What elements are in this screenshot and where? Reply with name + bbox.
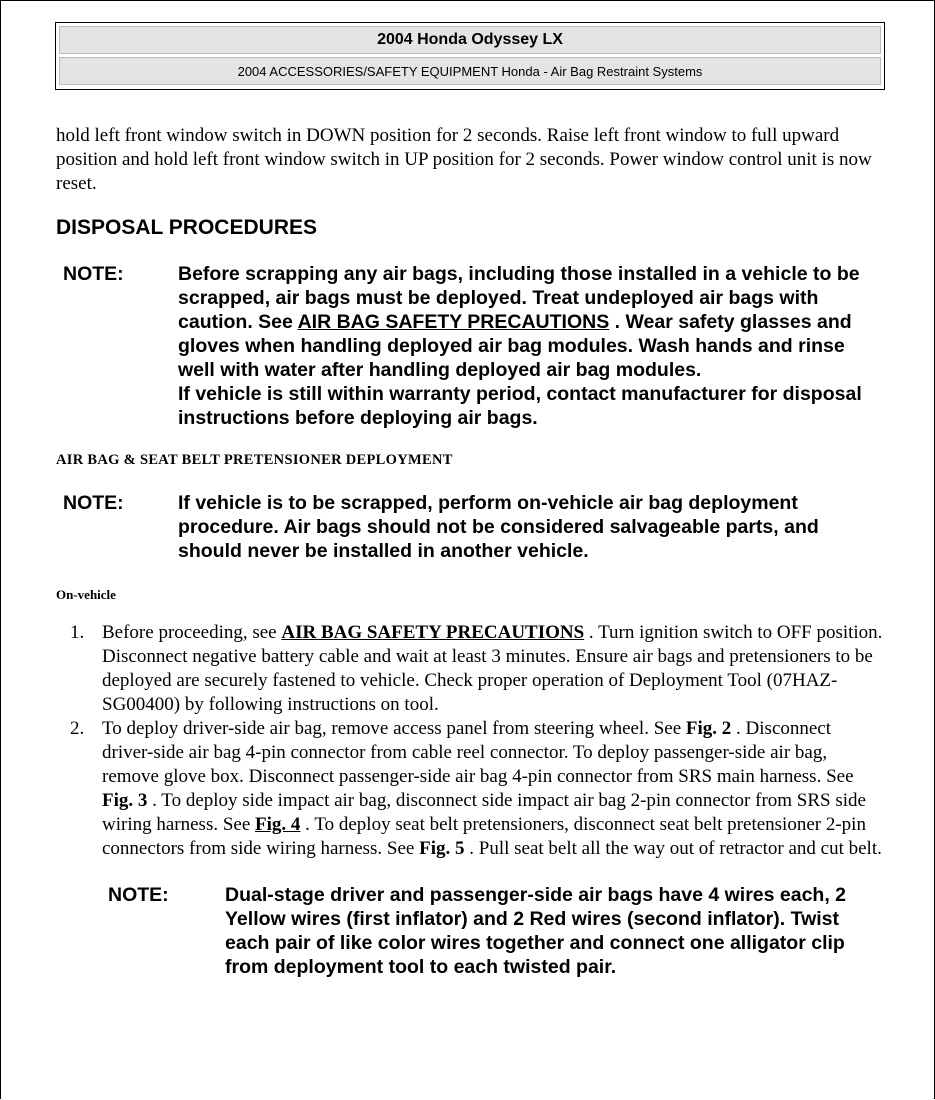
document-header bbox=[55, 22, 885, 90]
steps-list bbox=[56, 621, 886, 861]
fig-5-reference[interactable]: Fig. 5 bbox=[419, 838, 465, 859]
step-number: 1. bbox=[70, 622, 85, 643]
fig-4-link[interactable]: Fig. 4 bbox=[255, 814, 301, 835]
step-text-part: . To deploy side impact air bag, disconnect side impact air bag 2-pin connector from SRS side wiring harness. See bbox=[102, 790, 866, 835]
note-text: . Wear safety glasses and gloves when handling deployed air bag modules. Wash hands and rinse well with water after handling deployed air bag modules. bbox=[178, 311, 852, 381]
note-paragraph: If vehicle is still within warranty period, contact manufacturer for disposal instructions before deploying air bags. bbox=[178, 383, 862, 429]
step-text bbox=[102, 621, 886, 717]
note-body bbox=[178, 262, 886, 430]
fig-2-reference[interactable]: Fig. 2 bbox=[685, 718, 732, 739]
deployment-note bbox=[63, 491, 886, 563]
note-label: NOTE: bbox=[108, 884, 169, 906]
note-paragraph bbox=[178, 262, 882, 382]
intro-paragraph: hold left front window switch in DOWN position for 2 seconds. Raise left front window to full upward position and hold left front window switch in UP position for 2 seconds. Power window control unit is now reset. bbox=[56, 125, 872, 194]
deployment-heading: AIR BAG & SEAT BELT PRETENSIONER DEPLOYMENT bbox=[56, 452, 453, 468]
disposal-note bbox=[63, 262, 886, 430]
list-item bbox=[56, 717, 886, 861]
note-label: NOTE: bbox=[63, 492, 124, 514]
step-text-part: . Pull seat belt all the way out of retractor and cut belt. bbox=[464, 838, 882, 859]
step-number: 2. bbox=[70, 718, 85, 739]
document-subtitle: 2004 ACCESSORIES/SAFETY EQUIPMENT Honda - Air Bag Restraint Systems bbox=[59, 57, 881, 85]
note-text: Before scrapping any air bags, including those installed in a vehicle to be scrapped, air bags must be deployed. Treat undeployed air bags with caution. See bbox=[178, 263, 860, 333]
fig-3-reference[interactable]: Fig. 3 bbox=[102, 790, 148, 811]
note-label: NOTE: bbox=[63, 263, 124, 285]
step-text-part: To deploy driver-side air bag, remove access panel from steering wheel. See bbox=[102, 718, 686, 739]
disposal-procedures-heading: DISPOSAL PROCEDURES bbox=[56, 216, 317, 239]
air-bag-safety-precautions-link[interactable]: AIR BAG SAFETY PRECAUTIONS bbox=[281, 622, 585, 643]
on-vehicle-heading: On-vehicle bbox=[56, 587, 116, 602]
step-text-part: . To deploy seat belt pretensioners, disconnect seat belt pretensioner 2-pin connectors from side wiring harness. See bbox=[102, 814, 866, 859]
document-body bbox=[56, 124, 886, 979]
note-body: If vehicle is to be scrapped, perform on-vehicle air bag deployment procedure. Air bags should not be considered salvageable parts, and should never be installed in another vehicle. bbox=[178, 492, 819, 562]
air-bag-safety-precautions-link[interactable]: AIR BAG SAFETY PRECAUTIONS bbox=[297, 311, 610, 333]
document-title: 2004 Honda Odyssey LX bbox=[59, 26, 881, 54]
note-body: Dual-stage driver and passenger-side air bags have 4 wires each, 2 Yellow wires (first inflator) and 2 Red wires (second inflator). Twist each pair of like color wires together and connect one alligator clip from deployment tool to each twisted pair. bbox=[225, 884, 847, 978]
step-text-part: . Turn ignition switch to OFF position. Disconnect negative battery cable and wait at least 3 minutes. Ensure air bags and pretensioners to be deployed are securely fastened to vehicle. Check proper operation of Deployment Tool (07HAZ-SG00400) by following instructions on tool. bbox=[102, 622, 883, 715]
wiring-note bbox=[108, 883, 886, 979]
step-text-part: Before proceeding, see bbox=[102, 622, 282, 643]
step-text-part: . Disconnect driver-side air bag 4-pin connector from cable reel connector. To deploy passenger-side air bag, remove glove box. Disconnect passenger-side air bag 4-pin connector from SRS main harness. See bbox=[102, 718, 854, 787]
list-item bbox=[56, 621, 886, 717]
step-text bbox=[102, 717, 886, 861]
